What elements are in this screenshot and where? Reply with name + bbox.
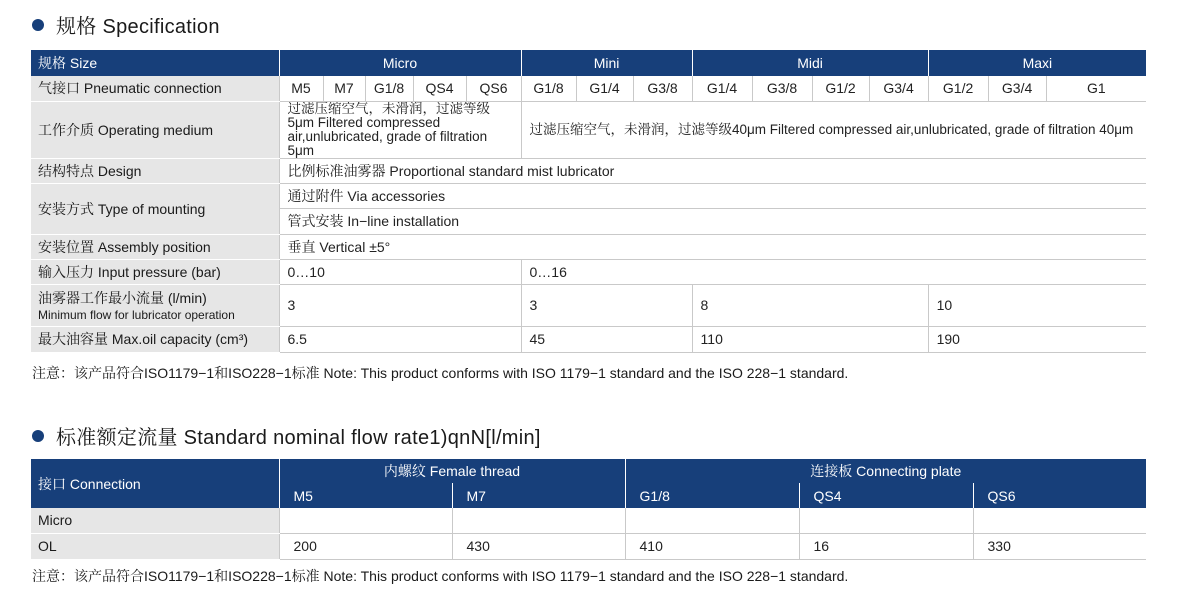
connection-cell: QS6 xyxy=(466,76,521,101)
row-label: Micro xyxy=(31,508,279,533)
mounting-row xyxy=(31,183,1146,208)
design-value: 比例标准油雾器 Proportional standard mist lubricator xyxy=(279,158,1146,183)
connection-cell: G3/8 xyxy=(633,76,692,101)
pressure-label: 输入压力 Input pressure (bar) xyxy=(31,259,279,284)
spec-table xyxy=(31,50,1146,353)
design-label: 结构特点 Design xyxy=(31,158,279,183)
connection-cell: G1/2 xyxy=(928,76,988,101)
connection-cell: M5 xyxy=(279,76,323,101)
connection-cell: G3/4 xyxy=(869,76,928,101)
table-row xyxy=(31,508,1146,533)
connection-cell: G3/8 xyxy=(752,76,812,101)
flow-cell: 430 xyxy=(452,533,625,559)
minflow-row xyxy=(31,284,1146,326)
flow-table xyxy=(31,459,1146,560)
female-thread-header: 内螺纹 Female thread xyxy=(279,459,625,483)
group-header-micro: Micro xyxy=(279,50,521,76)
row-label: OL xyxy=(31,533,279,559)
connection-cell: G3/4 xyxy=(988,76,1046,101)
connection-cell: G1/4 xyxy=(692,76,752,101)
flow-cell: 200 xyxy=(279,533,452,559)
connection-header: 接口 Connection xyxy=(31,459,279,508)
connection-row xyxy=(31,76,1146,101)
connection-cell: G1/2 xyxy=(812,76,869,101)
mounting-value: 通过附件 Via accessories xyxy=(279,183,1146,208)
connection-cell: G1/8 xyxy=(521,76,576,101)
column-header: M7 xyxy=(452,483,625,508)
medium-label: 工作介质 Operating medium xyxy=(31,101,279,158)
capacity-value: 190 xyxy=(928,326,1146,352)
column-header: G1/8 xyxy=(625,483,799,508)
capacity-row xyxy=(31,326,1146,352)
capacity-value: 45 xyxy=(521,326,692,352)
mounting-label: 安装方式 Type of mounting xyxy=(31,183,279,234)
connection-cell: G1/8 xyxy=(365,76,413,101)
table-row xyxy=(31,533,1146,559)
minflow-value: 3 xyxy=(279,284,521,326)
pressure-row xyxy=(31,259,1146,284)
connection-label: 气接口 Pneumatic connection xyxy=(31,76,279,101)
bullet-icon xyxy=(32,19,44,31)
group-header-maxi: Maxi xyxy=(928,50,1146,76)
flow-title: 标准额定流量 Standard nominal flow rate1)qnN[l/min] xyxy=(56,427,541,449)
flow-section-title xyxy=(32,421,541,450)
position-value: 垂直 Vertical ±5° xyxy=(279,234,1146,259)
connection-cell: G1/4 xyxy=(576,76,633,101)
bullet-icon xyxy=(32,430,44,442)
column-header: QS6 xyxy=(973,483,1146,508)
medium-row xyxy=(31,101,1146,158)
flow-cell xyxy=(973,508,1146,533)
position-label: 安装位置 Assembly position xyxy=(31,234,279,259)
size-header: 规格 Size xyxy=(31,50,279,76)
flow-header-row xyxy=(31,459,1146,483)
flow-note: 注意：该产品符合ISO1179−1和ISO228−1标准 Note: This product conforms with ISO 1179−1 standard and the ISO 228−1 standard. xyxy=(32,568,849,584)
column-header: QS4 xyxy=(799,483,973,508)
group-header-midi: Midi xyxy=(692,50,928,76)
mounting-value: 管式安装 In−line installation xyxy=(279,208,1146,234)
minflow-label xyxy=(31,284,279,326)
spec-note: 注意：该产品符合ISO1179−1和ISO228−1标准 Note: This product conforms with ISO 1179−1 standard and the ISO 228−1 standard. xyxy=(32,365,849,381)
flow-cell: 16 xyxy=(799,533,973,559)
flow-cell xyxy=(452,508,625,533)
capacity-value: 110 xyxy=(692,326,928,352)
minflow-value: 10 xyxy=(928,284,1146,326)
capacity-value: 6.5 xyxy=(279,326,521,352)
minflow-label-en: Minimum flow for lubricator operation xyxy=(38,308,235,322)
flow-cell xyxy=(625,508,799,533)
connection-cell: M7 xyxy=(323,76,365,101)
connecting-plate-header: 连接板 Connecting plate xyxy=(625,459,1146,483)
medium-micro: 过滤压缩空气，未滑润，过滤等级5μm Filtered compressed air,unlubricated, grade of filtration 5μm xyxy=(279,101,521,158)
capacity-label: 最大油容量 Max.oil capacity (cm³) xyxy=(31,326,279,352)
column-header: M5 xyxy=(279,483,452,508)
minflow-value: 8 xyxy=(692,284,928,326)
spec-header-row xyxy=(31,50,1146,76)
spec-title: 规格 Specification xyxy=(56,16,220,38)
flow-cell: 330 xyxy=(973,533,1146,559)
flow-cell xyxy=(799,508,973,533)
minflow-value: 3 xyxy=(521,284,692,326)
medium-other: 过滤压缩空气，未滑润，过滤等级40μm Filtered compressed air,unlubricated, grade of filtration 40μm xyxy=(521,101,1146,158)
pressure-micro: 0…10 xyxy=(279,259,521,284)
connection-cell: QS4 xyxy=(413,76,466,101)
pressure-other: 0…16 xyxy=(521,259,1146,284)
flow-cell xyxy=(279,508,452,533)
connection-cell: G1 xyxy=(1046,76,1146,101)
minflow-label-cn: 油雾器工作最小流量 (l/min) xyxy=(38,290,207,306)
position-row xyxy=(31,234,1146,259)
group-header-mini: Mini xyxy=(521,50,692,76)
flow-cell: 410 xyxy=(625,533,799,559)
spec-section-title xyxy=(32,10,220,39)
design-row xyxy=(31,158,1146,183)
